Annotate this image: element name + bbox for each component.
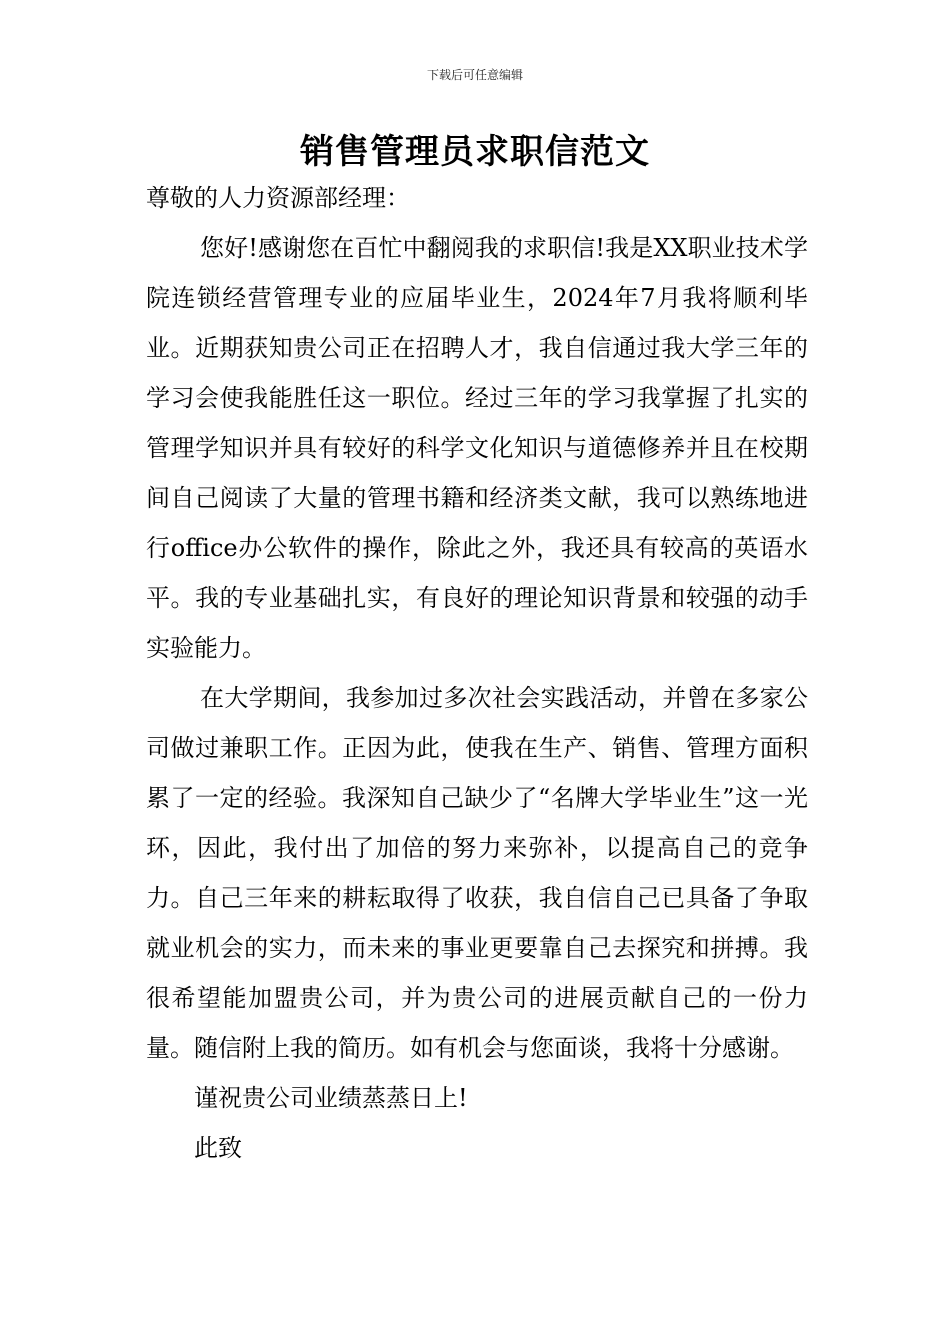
page-title: 销售管理员求职信范文	[300, 132, 650, 172]
closing: 此致	[194, 1134, 242, 1162]
header-note: 下载后可任意编辑	[426, 68, 523, 82]
closing-wish: 谨祝贵公司业绩蒸蒸日上!	[194, 1084, 468, 1112]
body-paragraph-1: 您好!感谢您在百忙中翻阅我的求职信!我是XX职业技术学院连锁经营管理专业的应届毕业生，2024年7月我将顺利毕业。近期获知贵公司正在招聘人才，我自信通过我大学三年的学习会使我能胜任这一职位。经过三年的学习我掌握了扎实的管理学知识并具有较好的科学文化知识与道德修养并且在校期间自己阅读了大量的管理书籍和经济类文献，我可以熟练地进行office办公软件的操作，除此之外，我还具有较高的英语水平。我的专业基础扎实，有良好的理论知识背景和较强的动手实验能力。	[146, 234, 808, 662]
body-paragraph-2: 在大学期间，我参加过多次社会实践活动，并曾在多家公司做过兼职工作。正因为此，使我在生产、销售、管理方面积累了一定的经验。我深知自己缺少了“名牌大学毕业生”这一光环，因此，我付出了加倍的努力来弥补，以提高自己的竞争力。自己三年来的耕耘取得了收获，我自信自己已具备了争取就业机会的实力，而未来的事业更要靠自己去探究和拼搏。我很希望能加盟贵公司，并为贵公司的进展贡献自己的一份力量。随信附上我的简历。如有机会与您面谈，我将十分感谢。	[146, 684, 808, 1062]
salutation: 尊敬的人力资源部经理：	[146, 184, 410, 212]
letter-body	[146, 173, 808, 1173]
